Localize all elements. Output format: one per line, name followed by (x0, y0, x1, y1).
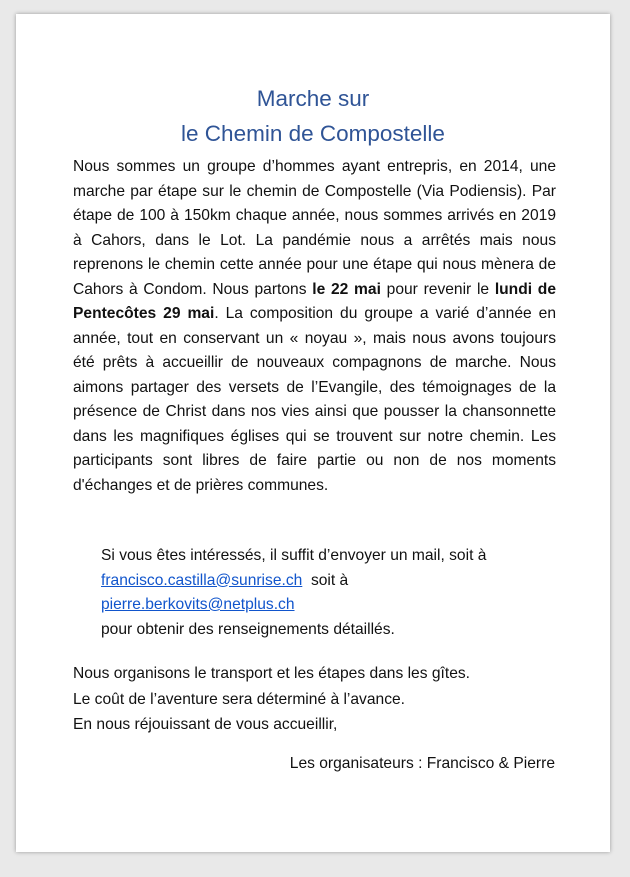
signature: Les organisateurs : Francisco & Pierre (289, 755, 555, 772)
start-date-bold: le 22 mai (312, 280, 381, 298)
return-date-bold: lundi de Pentecôtes 29 mai (73, 280, 556, 322)
closing-block (73, 661, 556, 738)
intro-text-part-1: Nous sommes un groupe d’hommes ayant entrepris, en 2014, une marche par étape sur le chemin de Compostelle (Via Podiensis). Par étape de 100 à 150km chaque année, nous sommes arrivés en 2019 à Cahors, dans le Lot. La pandémie nous a arrêtés mais nous reprenons le chemin cette année pour une étape qui nous mènera de Cahors à Condom. Nous partons (73, 158, 556, 298)
contact-connector: soit à (302, 571, 349, 589)
closing-line-cost: Le coût de l’aventure sera déterminé à l’avance. (73, 690, 405, 708)
page-title-line-1: Marche sur (256, 86, 370, 111)
closing-line-transport: Nous organisons le transport et les étapes dans les gîtes. (73, 665, 471, 682)
page-title-line-2: le Chemin de Compostelle (181, 121, 445, 146)
contact-email-line-1 (101, 569, 561, 594)
contact-intro-line: Si vous êtes intéressés, il suffit d’envoyer un mail, soit à (101, 547, 487, 564)
contact-block (101, 544, 561, 642)
email-link-francisco[interactable]: francisco.castilla@sunrise.ch (101, 571, 303, 589)
contact-email-line-2 (101, 593, 561, 618)
document-page (16, 14, 610, 852)
email-link-pierre[interactable]: pierre.berkovits@netplus.ch (101, 596, 295, 613)
contact-outro-line: pour obtenir des renseignements détaillés. (101, 620, 395, 638)
intro-text-part-3: . La composition du groupe a varié d’année en année, tout en conservant un « noyau », mais nous avons toujours été prêts à accueillir de nouveaux compagnons de marche. Nous aimons partager des versets de l’Evangile, des témoignages de la présence de Christ dans nos vies ainsi que pousser la chansonnette dans les magnifiques églises qui se trouvent sur notre chemin. Les participants sont libres de faire partie ou non de nos moments d'échanges et de prières communes. (73, 305, 556, 494)
intro-paragraph (73, 155, 556, 498)
closing-line-welcome: En nous réjouissant de vous accueillir, (73, 716, 338, 733)
intro-text-part-2: pour revenir le (380, 280, 495, 298)
